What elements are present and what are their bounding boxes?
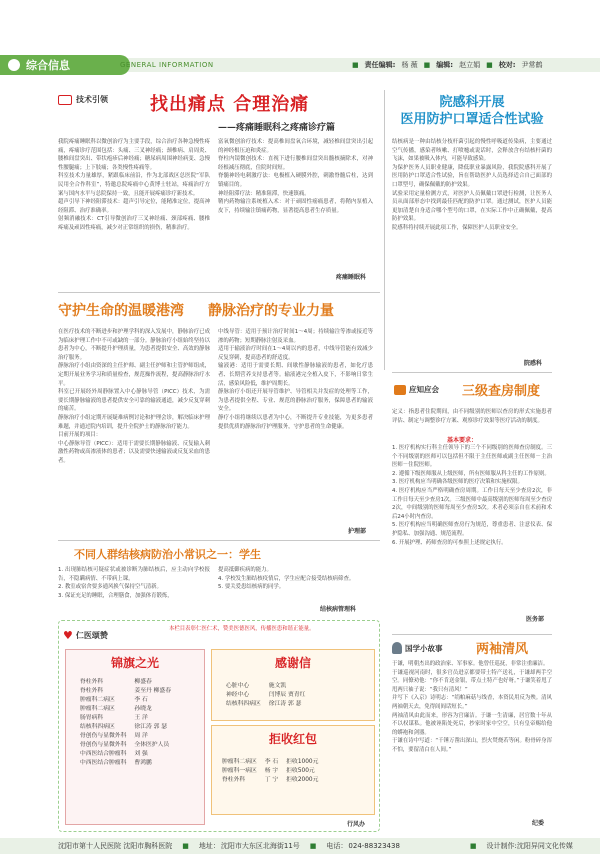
syringe-icon bbox=[58, 95, 72, 105]
redenv-box bbox=[211, 725, 375, 815]
redenv-row bbox=[218, 774, 322, 783]
basic-label: 基本要求： bbox=[447, 437, 478, 444]
redenv-row-cell-2: 拒收1000元 bbox=[286, 759, 319, 765]
badge-label: 仁医颂赞 bbox=[75, 631, 108, 640]
redenv-row bbox=[218, 765, 322, 774]
redenv-title: 拒收红包 bbox=[268, 732, 317, 746]
banner-row-cell-0: 骨创伤与显微外科 bbox=[80, 733, 127, 739]
banner-row bbox=[76, 748, 175, 757]
redenv-table bbox=[218, 756, 322, 783]
banner-row-cell-0: 中西医结合肿瘤科 bbox=[80, 760, 127, 766]
article-story bbox=[392, 640, 552, 830]
footer-phone-label: 电话： bbox=[326, 842, 348, 850]
footer-address: 沈阳市大东区北海街11号 bbox=[220, 842, 300, 850]
redenv-row-cell-0: 脊柱外科 bbox=[222, 777, 246, 783]
banner-row-cell-1: 刘 强 bbox=[134, 751, 148, 757]
thanks-row bbox=[222, 698, 309, 707]
bullet-icon: ■ bbox=[469, 842, 477, 850]
article-signature: 结核病管理科 bbox=[320, 606, 357, 613]
badge-label: 应知应会 bbox=[409, 385, 439, 394]
section-title-en: GENERAL INFORMATION bbox=[120, 61, 214, 69]
heart-icon: ♥ bbox=[63, 629, 73, 642]
article-intro: 定义：指患者住院期间，由不同级别的医师以查房的形式实施患者评估、制定与调整诊疗方案、观察诊疗效果等医疗活动的制度。 bbox=[392, 409, 552, 424]
horizontal-divider bbox=[392, 634, 552, 635]
bullet-icon: ■ bbox=[486, 61, 493, 69]
banner-row bbox=[76, 676, 175, 685]
thanks-title: 感谢信 bbox=[274, 656, 311, 670]
bullet-icon: ■ bbox=[423, 61, 431, 69]
banner-row bbox=[76, 694, 175, 703]
story-badge bbox=[392, 642, 443, 654]
tech-badge bbox=[58, 94, 108, 105]
banner-row bbox=[76, 703, 175, 712]
thanks-row-cell-0: 心脏中心 bbox=[226, 683, 250, 689]
thanks-row-cell-1: 施文凯 bbox=[268, 683, 287, 689]
banner-row-cell-0: 肠胃病科 bbox=[80, 715, 104, 721]
thanks-row-cell-0: 神经中心 bbox=[226, 692, 250, 698]
proof-label: 校对: bbox=[498, 61, 516, 69]
banner-row bbox=[76, 739, 175, 748]
article-subtitle: ——疼痛睡眠科之疼痛诊疗篇 bbox=[218, 123, 336, 133]
banner-row-cell-0: 肿瘤科二病区 bbox=[80, 706, 115, 712]
banner-row bbox=[76, 712, 175, 721]
article-signature: 纪委 bbox=[532, 820, 545, 827]
bullet-icon: ■ bbox=[182, 842, 189, 850]
column-divider bbox=[384, 90, 385, 370]
person-icon bbox=[392, 642, 402, 654]
banner-row bbox=[76, 757, 175, 766]
editor-info bbox=[352, 60, 543, 70]
article-body: 结核病是一种由结核分枝杆菌引起的慢性呼吸道传染病，主要通过空气传播，感染者咳嗽、打喷嚏或说话时，会释放含有结核杆菌的飞沫，如果被吸入体内，可能导致感染。 为保护医务人员职业健康，降低职业暴露风险，我院院感科开展了医用防护口罩适合性试验，旨在帮助医护人员选择适合自己面部的口罩型号，确保佩戴的防护效果。 试验采用定量检测方式，对医护人员佩戴口罩进行检测，让医务人员从面部形态中找到最佳匹配的防护口罩。通过测试，医护人员能更加清楚自身适合哪个型号的口罩，在实际工作中正确佩戴，提高防护效果。 院感科将持续开展此项工作，保障医护人员职业安全。 bbox=[392, 139, 552, 231]
article-body-col2: 提高抵御疾病的能力。 4. 学校发生肺结核疫情后，学生应配合接受结核病筛查。 5. 要关爱患结核病的同学。 bbox=[218, 567, 355, 591]
bullet-icon: ■ bbox=[352, 61, 359, 69]
banner-title: 锦旗之光 bbox=[110, 656, 159, 670]
banner-row-cell-1: 全体医护人员 bbox=[134, 742, 170, 748]
article-title-right: 静脉治疗的专业力量 bbox=[208, 303, 334, 319]
thanks-row-cell-1: 闫博辰 贾青红 bbox=[268, 692, 306, 698]
editor-label: 责任编辑: bbox=[364, 61, 396, 69]
banner-row-cell-1: 徐江涛 郭 瑟 bbox=[134, 724, 168, 730]
banner-row-cell-0: 脊柱外科 bbox=[80, 679, 104, 685]
praise-note: 本栏目表彰仁医仁术，赞美医德医风，传播医患和谐正能量。 bbox=[169, 626, 315, 632]
article-signature: 疼痛睡眠科 bbox=[336, 274, 367, 281]
footer-address-label: 地址： bbox=[198, 842, 220, 850]
proof-name: 尹常鹤 bbox=[521, 61, 543, 69]
redenv-row-cell-2: 拒收500元 bbox=[286, 768, 315, 774]
article-title: 院感科开展 医用防护口罩适合性试验 bbox=[400, 95, 544, 127]
article-signature: 医务部 bbox=[526, 616, 545, 623]
article-body-col2: 中线导管：适用于预计治疗时间1～4周；持续输注等渗或接近等渗的药物；短期静脉注射及采血。 适用于输液治疗时间在1～4周以内的患者，中线导管能有效减少反复穿刺，提高患者的舒适度。 输液港：适用于需要长期、间歇性静脉输液的患者，如化疗患者、长期营养支持患者等。输液港完全植入皮下，不影响日常生活，感染风险低，维护周期长。 静脉治疗小组还开展导管维护、导管相关并发症的处理等工作，为患者提供全程、专业、规范的静脉治疗服务，保障患者的输液安全。 静疗小组将继续以患者为中心，不断提升专业技能，为更多患者提供优质的静脉治疗护理服务，守护患者的生命健康。 bbox=[218, 329, 373, 430]
banner-row-cell-0: 脊柱外科 bbox=[80, 688, 104, 694]
article-title: 两袖清风 bbox=[476, 642, 529, 657]
thanks-row-cell-0: 结核科四病区 bbox=[226, 701, 261, 707]
praise-section bbox=[58, 620, 380, 832]
banner-box bbox=[65, 649, 205, 825]
thanks-row-cell-1: 徐江涛 郭 瑟 bbox=[268, 701, 302, 707]
banner-row-cell-0: 肿瘤科二病区 bbox=[80, 697, 115, 703]
thanks-row bbox=[222, 680, 309, 689]
article-title: 三级查房制度 bbox=[462, 384, 541, 399]
horizontal-divider bbox=[58, 540, 380, 541]
banner-row bbox=[76, 721, 175, 730]
article-title: 找出痛点 合理治痛 bbox=[150, 94, 310, 115]
horizontal-divider bbox=[58, 292, 380, 293]
banner-row-cell-1: 王 洋 bbox=[134, 715, 148, 721]
footer-design: 设计制作:沈阳异同文化传媒 bbox=[486, 842, 573, 850]
redenv-row-cell-1: 李 石 bbox=[264, 759, 279, 765]
redenv-row-cell-0: 肿瘤科二病区 bbox=[222, 759, 257, 765]
redenv-row-cell-2: 拒收2000元 bbox=[286, 777, 319, 783]
article-signature: 护理部 bbox=[348, 528, 367, 535]
redenv-row-cell-1: 杨 宇 bbox=[264, 768, 279, 774]
article-title: 不同人群结核病防治小常识之一：学生 bbox=[74, 548, 261, 561]
page-footer bbox=[0, 838, 600, 854]
book-icon bbox=[394, 385, 406, 395]
article-signature: 院感科 bbox=[524, 360, 543, 367]
layout-name: 赵立娟 bbox=[459, 61, 481, 69]
article-rounds bbox=[392, 380, 552, 630]
article-body-col1: 在医疗技术的不断进步和护理学科的深入发展中，静脉治疗已成为临床护理工作中不可或缺的一部分。静脉治疗小组始终坚持以患者为中心，不断提升护理质量，为患者提供安全、高效的静脉治疗服务。 静脉治疗小组由资深的主任护师、副主任护师和主管护师组成，定期开展业务学习和质量检查，规范操作流程，提高静脉治疗水平。 科室已开展经外周静脉置入中心静脉导管（PICC）技术，为需要长期静脉输液的患者提供安全可靠的输液通道，减少反复穿刺的痛苦。 静脉治疗小组定期开展疑难病例讨论和护理会诊，解决临床护理难题，并通过院内培训，提升全院护士的静脉治疗能力。 目前开展的项目： 中心静脉导管（PICC）：适用于需要长期静脉输液、反复输入刺激性药物或高渗液体的患者；以及需要快速输液或反复采血的患者。 bbox=[58, 329, 210, 464]
thanks-row bbox=[222, 689, 309, 698]
praise-badge bbox=[63, 629, 108, 642]
article-body-col1: 我院疼痛睡眠科以微创治疗为主要手段，综合治疗各种急慢性疼痛，疼痛诊疗范围包括：头痛、三叉神经痛；颈椎病、肩周炎、腰椎间盘突出、带状疱疹后神经痛；糖尿病周围神经病变、急慢性腰腿痛；上下肢痛；各类慢性疼痛等。 科室技术力量雄厚，紧跟临床前沿，作为北部战区总医院“军队民用全合作科室”，特邀总院疼痛中心黄博士驻站，疼痛治疗方案与国内水平与总院保持一致，且能开展疼痛诊疗新技术。 超声引导下神经阻滞技术：超声引导定位，能精准定位，提高神经阻滞、治疗准确率。 射频消融技术：CT引导微创治疗三叉神经痛、颈部疼痛、腰椎疼痛及顽固性疼痛，减少对正常组织的损伤，精准治疗。 bbox=[58, 139, 210, 231]
house-icon bbox=[8, 59, 20, 71]
section-title: 综合信息 bbox=[26, 59, 70, 72]
banner-row-cell-1: 李 石 bbox=[134, 697, 148, 703]
redenv-row-cell-0: 肿瘤科一病区 bbox=[222, 768, 257, 774]
thanks-table bbox=[222, 680, 309, 707]
redenv-row-cell-1: 丁 宁 bbox=[264, 777, 279, 783]
article-tb-students bbox=[58, 546, 378, 616]
footer-phone: 024-88323438 bbox=[348, 842, 400, 850]
banner-row-cell-0: 中西医结合肿瘤科 bbox=[80, 751, 127, 757]
banner-table bbox=[76, 676, 175, 766]
footer-hospital: 沈阳市第十人民医院 沈阳市胸科医院 bbox=[58, 842, 173, 850]
banner-row-cell-1: 曹鸿鹏 bbox=[134, 760, 152, 766]
layout-label: 编辑: bbox=[436, 61, 454, 69]
article-body: 于谦，明朝杰出的政治家、军事家。他曾任巡抚，非常注重廉洁。 于谦巡视河南时，很多官员进京都要带土特产送礼，于谦却两手空空。同僚劝他：“你不肯送金银，带点土特产也好呀。”于谦笑着甩了甩两只袖子说：“我只有清风！” 并写下《入京》诗明志：“绢帕麻菇与线香，本资民用反为殃。清风两袖朝天去，免得闾阎话短长。” 两袖清风由此而来，形容为官廉洁。于谦一生清廉，居官数十年从不以权谋私。他被诬陷处死后，抄家时家中空空，只有皇帝赐给他的蟒袍和剑器。 于谦在诗中写道：“千锤万凿出深山，烈火焚烧若等闲。粉骨碎身浑不怕，要留清白在人间。” bbox=[392, 661, 552, 753]
article-pain-clinic bbox=[58, 92, 378, 282]
article-body-col2: 富氧微创治疗技术：提高椎间盘氧合环境，减轻椎间盘突出引起的神经根压迫和炎症。 脊柱内镜微创技术：直视下进行腰椎间盘突出髓核摘除术，对神经根减压彻底，住院时间短。 脊髓神经电刺激疗法：电极植入硬膜外腔，刺激脊髓后柱，达到镇痛目的。 神经阻滞疗法：精准阻滞，快速镇痛。 鞘内药物输注系统植入术：对于顽固性癌痛患者，将鞘内泵植入皮下，持续输注镇痛药物，显著提高患者生存质量。 bbox=[218, 139, 373, 214]
banner-row bbox=[76, 685, 175, 694]
banner-row bbox=[76, 730, 175, 739]
praise-signature: 行风办 bbox=[347, 821, 366, 828]
banner-row-cell-1: 柳盛春 bbox=[134, 679, 152, 685]
knowledge-badge bbox=[394, 384, 439, 395]
horizontal-divider bbox=[392, 372, 552, 373]
article-title-left: 守护生命的温暖港湾 bbox=[58, 303, 184, 319]
banner-row-cell-1: 姜至丹 柳盛春 bbox=[134, 688, 172, 694]
banner-row-cell-1: 孙晓龙 bbox=[134, 706, 152, 712]
badge-label: 技术引领 bbox=[76, 95, 108, 104]
editor-name: 杨 薇 bbox=[401, 61, 418, 69]
badge-label: 国学小故事 bbox=[405, 643, 443, 653]
article-body-col1: 1. 出现肺结核可疑症状或被诊断为肺结核后，应主动向学校报告，不隐瞒病情、不带病上课。 2. 教室或宿舍要多通风换气保持空气清新。 3. 保证充足的睡眠，合理膳食，加强体育锻炼， bbox=[58, 567, 210, 599]
banner-row-cell-0: 骨创伤与显微外科 bbox=[80, 742, 127, 748]
article-body: 1. 医疗机构实行科主任领导下的三个不同级别的医师查房制度。三个不同级别的医师可以包括但不限于主任医师或副主任医师－主治医师－住院医师。 2. 遵循下级医师服从上级医师，所有医师服从科主任的工作原则。 3. 医疗机构应当明确各级医师的医疗决策和实施权限。 4. 医疗机构应当严格明确查房周期。工作日每天至少查房2次，非工作日每天至少查房1次。三级医师中最高级别的医师每周至少查房2次，中间级别的医师每周至少查房3次。术者必须亲自在术前和术后24小时内查房。 5. 医疗机构应当明确医师查房行为规范，尊重患者、注意仪表、保护隐私、加强沟通、规范流程。 6. 开展护理、药师查房的可参照上述规定执行。 bbox=[392, 445, 552, 546]
article-mask-test bbox=[392, 92, 552, 367]
article-iv-therapy bbox=[58, 298, 378, 538]
thanks-box bbox=[211, 649, 375, 721]
banner-row-cell-1: 周 洋 bbox=[134, 733, 148, 739]
redenv-row bbox=[218, 756, 322, 765]
bullet-icon: ■ bbox=[309, 842, 317, 850]
banner-row-cell-0: 结核科四病区 bbox=[80, 724, 115, 730]
